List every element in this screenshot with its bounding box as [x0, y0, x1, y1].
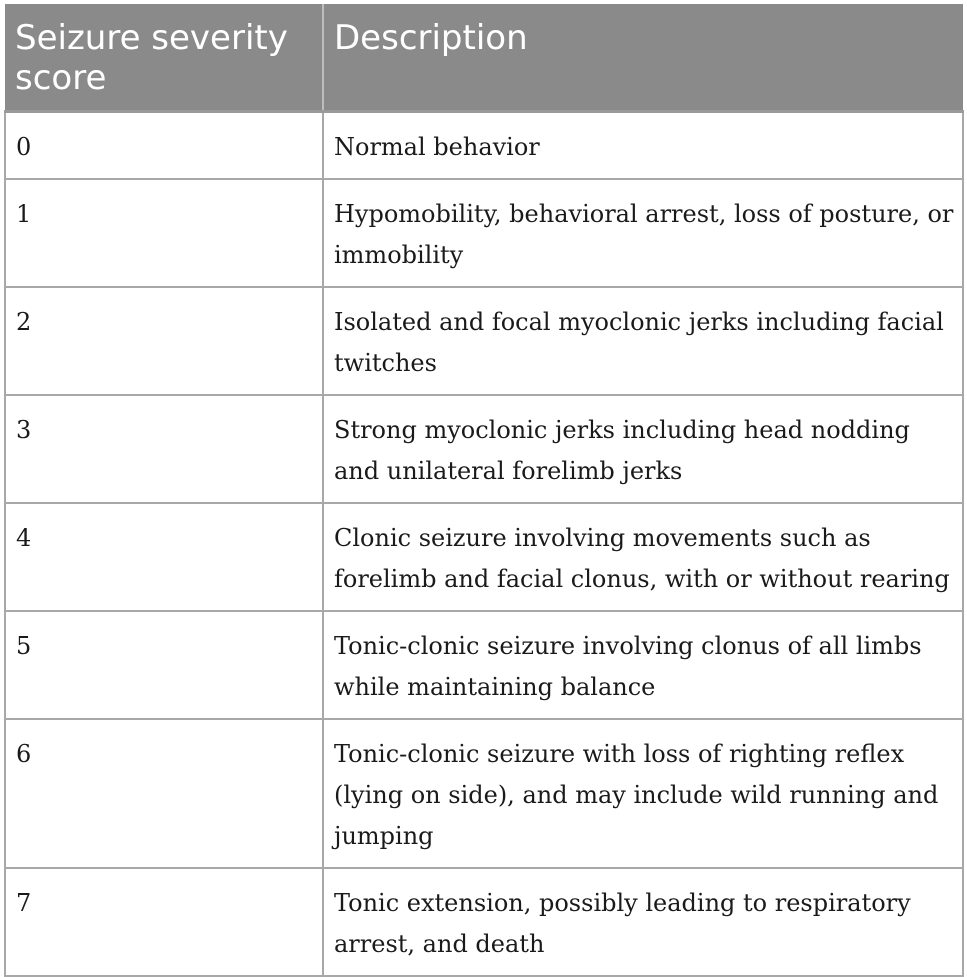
description-cell: Tonic extension, possibly leading to respiratory arrest, and death: [323, 868, 963, 976]
table-row: [5, 395, 963, 503]
table-row: [5, 719, 963, 868]
description-cell: Tonic-clonic seizure involving clonus of all limbs while maintaining balance: [323, 611, 963, 719]
score-cell: 0: [5, 112, 323, 180]
description-cell: Isolated and focal myoclonic jerks including facial twitches: [323, 287, 963, 395]
score-cell: 6: [5, 719, 323, 868]
score-cell: 2: [5, 287, 323, 395]
score-cell: 7: [5, 868, 323, 976]
header-score: Seizure severity score: [5, 4, 323, 112]
score-cell: 4: [5, 503, 323, 611]
description-cell: Strong myoclonic jerks including head nodding and unilateral forelimb jerks: [323, 395, 963, 503]
table-row: [5, 868, 963, 976]
seizure-score-table-container: [4, 4, 962, 977]
description-cell: Normal behavior: [323, 112, 963, 180]
table-row: [5, 179, 963, 287]
description-cell: Tonic-clonic seizure with loss of righting reflex (lying on side), and may include wild running and jumping: [323, 719, 963, 868]
table-row: [5, 503, 963, 611]
score-cell: 5: [5, 611, 323, 719]
table-header-row: [5, 4, 963, 112]
description-cell: Clonic seizure involving movements such as forelimb and facial clonus, with or without rearing: [323, 503, 963, 611]
table-row: [5, 112, 963, 180]
table-row: [5, 611, 963, 719]
seizure-score-table: [4, 4, 964, 977]
score-cell: 3: [5, 395, 323, 503]
description-cell: Hypomobility, behavioral arrest, loss of posture, or immobility: [323, 179, 963, 287]
table-row: [5, 287, 963, 395]
header-description: Description: [323, 4, 963, 112]
score-cell: 1: [5, 179, 323, 287]
